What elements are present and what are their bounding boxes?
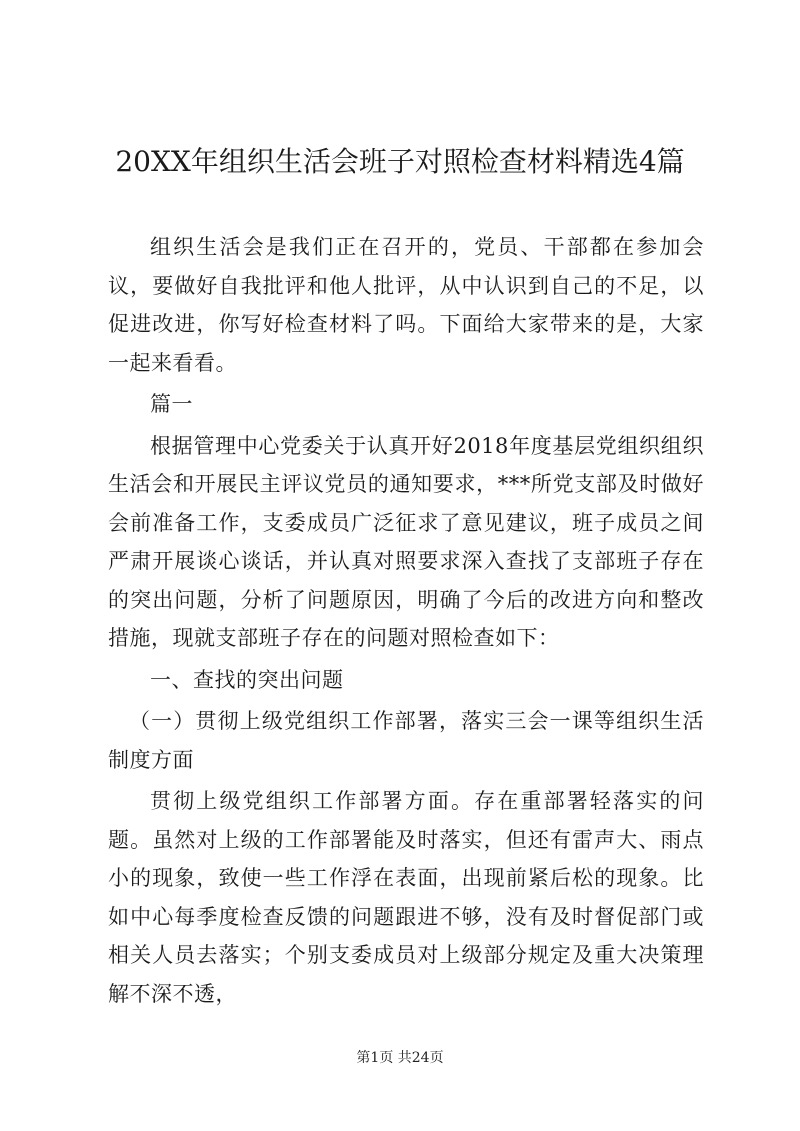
document-title: 20XX年组织生活会班子对照检查材料精选4篇: [115, 145, 685, 178]
section-heading-part-one: 篇一: [150, 392, 193, 416]
intro-paragraph: 组织生活会是我们正在召开的，党员、干部都在参加会议，要做好自我批评和他人批评，从中认识到自己的不足，以促进改进，你写好检查材料了吗。下面给大家带来的是，大家一起来看看。: [108, 235, 704, 375]
page-footer: 第1页 共24页: [356, 1050, 444, 1066]
document-body: [108, 228, 704, 1013]
body-paragraph: 根据管理中心党委关于认真开好2018年度基层党组织组织生活会和开展民主评议党员的通知要求，***所党支部及时做好会前准备工作，支委成员广泛征求了意见建议，班子成员之间严肃开展谈心谈话，并认真对照要求深入查找了支部班子存在的突出问题，分析了问题原因，明确了今后的改进方向和整改措施，现就支部班子存在的问题对照检查如下：: [108, 433, 704, 650]
section-heading-problems: 一、查找的突出问题: [150, 667, 344, 692]
body-paragraph: 贯彻上级党组织工作部署方面。存在重部署轻落实的问题。虽然对上级的工作部署能及时落实，但还有雷声大、雨点小的现象，致使一些工作浮在表面，出现前紧后松的现象。比如中心每季度检查反馈的问题跟进不够，没有及时督促部门或相关人员去落实；个别支委成员对上级部分规定及重大决策理解不深不透，: [108, 789, 704, 1006]
subsection-heading: （一）贯彻上级党组织工作部署，落实三会一课等组织生活制度方面: [108, 709, 704, 772]
